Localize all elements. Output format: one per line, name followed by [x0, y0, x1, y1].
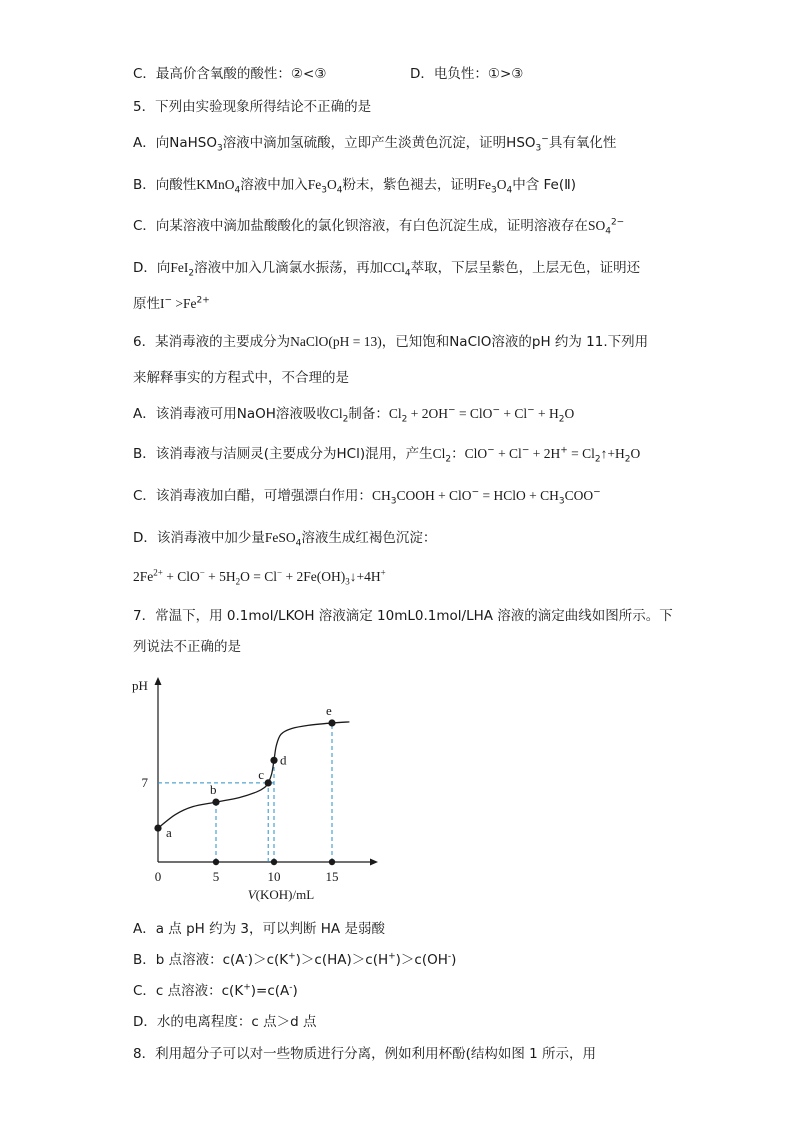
sup: + — [388, 951, 396, 962]
text: C．该消毒液加白醋，可增强漂白作用： — [133, 488, 372, 504]
formula: CCl — [383, 260, 405, 275]
sub: 3 — [535, 143, 542, 154]
formula: + H — [534, 406, 559, 421]
sup: − — [277, 567, 283, 578]
sup: + — [560, 445, 568, 456]
formula: O — [630, 446, 641, 461]
sub: 4 — [295, 538, 302, 549]
sub: 3 — [390, 496, 397, 507]
formula: Cl — [388, 406, 402, 421]
text: A．向NaHSO — [133, 135, 217, 151]
sup: + — [243, 982, 251, 993]
sup: − — [593, 487, 601, 498]
formula: = ClO — [455, 406, 493, 421]
sub: 3 — [216, 143, 223, 154]
sup: − — [492, 405, 500, 416]
text: )＞c(OH — [395, 952, 448, 968]
text: A．该消毒液可用NaOH溶液吸收 — [133, 406, 330, 422]
text: )＞c(HA)＞c(H — [295, 952, 389, 968]
formula: Cl — [329, 406, 343, 421]
data-point-a — [154, 825, 161, 832]
formula: NaClO(pH = 13) — [290, 334, 382, 349]
text: )＞c(K — [247, 952, 289, 968]
text: ) — [451, 952, 457, 968]
point-label-b: b — [210, 782, 217, 798]
y-tick-label: 7 — [141, 774, 148, 790]
formula: Fe — [307, 177, 322, 192]
formula: + 2H — [529, 446, 561, 461]
sup: − — [541, 134, 549, 145]
sup: - — [447, 951, 452, 962]
titration-curve-chart — [130, 670, 400, 905]
formula: CH — [371, 488, 391, 503]
sup: - — [289, 982, 293, 993]
x-axis-label: V(KOH)/mL — [247, 887, 315, 902]
x-tick-dot — [271, 859, 277, 865]
formula: SO — [587, 218, 606, 233]
formula: = Cl — [567, 446, 595, 461]
sup: − — [448, 405, 456, 416]
sub: 4 — [506, 185, 513, 196]
formula: ↓+4H — [349, 569, 381, 584]
data-point-e — [328, 719, 335, 726]
point-label-c: c — [258, 766, 264, 782]
titration-curve — [158, 722, 349, 828]
formula: + 5H — [204, 569, 236, 584]
sup: - — [244, 951, 248, 962]
formula: Cl — [432, 446, 446, 461]
formula: ↑+H — [600, 446, 625, 461]
q7-option-c — [133, 981, 298, 1001]
formula: + 2Fe(OH) — [282, 569, 346, 584]
q7-stem-line1: 7．常温下，用 0.1mol/LKOH 溶液滴定 10mL0.1mol/LHA 溶液的滴定曲线如图所示。下 — [133, 608, 673, 624]
point-label-a: a — [166, 825, 172, 841]
sup: 2− — [610, 217, 625, 228]
q7-option-d: D．水的电离程度：c 点＞d 点 — [133, 1014, 317, 1030]
formula: ClO — [464, 446, 488, 461]
sup: 2+ — [196, 295, 210, 306]
text: D．向 — [133, 260, 171, 276]
formula: O — [496, 177, 507, 192]
sub: 2 — [401, 414, 408, 425]
q7-option-a: A．a 点 pH 约为 3，可以判断 HA 是弱酸 — [133, 921, 385, 937]
sup: − — [527, 405, 535, 416]
q8-stem: 8．利用超分子可以对一些物质进行分离，例如利用杯酚(结构如图 1 所示，用 — [133, 1046, 597, 1062]
sup: + — [288, 951, 296, 962]
sup: − — [487, 445, 495, 456]
sup: − — [521, 445, 530, 456]
text: 具有氧化性 — [548, 135, 617, 151]
sub: 2 — [235, 576, 241, 587]
sub: 2 — [624, 454, 631, 465]
sub: 2 — [558, 414, 565, 425]
formula: + Cl — [494, 446, 522, 461]
sup: − — [164, 295, 173, 306]
formula: COO — [564, 488, 594, 503]
formula: = HClO + CH — [479, 488, 559, 503]
y-axis-arrow — [155, 677, 162, 685]
text: B．该消毒液与洁厕灵(主要成分为HCl)混用，产生 — [133, 446, 433, 462]
q5-option-d-line1 — [133, 258, 640, 278]
formula: + 2OH — [407, 406, 449, 421]
q5-option-a — [133, 133, 616, 153]
sup: − — [471, 487, 480, 498]
sub: 2 — [594, 454, 601, 465]
q5-option-c — [133, 216, 624, 236]
text: D．该消毒液中加少量 — [133, 530, 265, 546]
text: B．b 点溶液：c(A — [133, 952, 245, 968]
q6-option-a — [133, 404, 574, 424]
q6-option-b — [133, 444, 640, 464]
text: C．c 点溶液：c(K — [133, 983, 244, 999]
point-label-d: d — [280, 752, 287, 768]
sub: 4 — [605, 226, 611, 237]
q6-option-d-equation — [133, 567, 386, 587]
text: )=c(A — [250, 983, 290, 999]
q4-option-d: D．电负性：①>③ — [410, 66, 524, 82]
sub: 4 — [336, 185, 343, 196]
formula: O — [564, 406, 575, 421]
sub: 4 — [234, 185, 241, 196]
formula: >Fe — [172, 296, 197, 311]
formula: FeSO — [264, 530, 296, 545]
text: 制备： — [348, 406, 389, 422]
q6-stem-line1 — [133, 332, 648, 352]
formula: + ClO — [162, 569, 200, 584]
x-tick-label: 5 — [212, 869, 220, 884]
text: 原性 — [133, 296, 160, 312]
q5-option-d-line2 — [133, 294, 210, 314]
q4-option-c: C．最高价含氧酸的酸性：②<③ — [133, 66, 327, 82]
text: B．向酸性 — [133, 177, 197, 193]
formula: O = Cl — [240, 569, 278, 584]
sub: 2 — [445, 454, 452, 465]
text: ，已知饱和NaClO溶液的pH 约为 11.下列用 — [381, 334, 649, 350]
text: 粉末，紫色褪去，证明 — [342, 177, 478, 193]
sub: 2 — [188, 268, 195, 279]
q6-option-d-line1 — [133, 528, 436, 548]
formula: FeI — [170, 260, 189, 275]
q6-stem-line2: 来解释事实的方程式中，不合理的是 — [133, 370, 349, 386]
y-axis-label: pH — [132, 678, 148, 693]
formula: 2Fe — [133, 569, 154, 584]
sub: 3 — [345, 576, 350, 587]
text: ) — [292, 983, 298, 999]
sub: 3 — [321, 185, 327, 196]
x-tick-label: 15 — [325, 869, 339, 884]
q7-option-b — [133, 950, 456, 970]
data-point-c — [265, 779, 272, 786]
text: 溶液中滴加氢硫酸，立即产生淡黄色沉淀，证明HSO — [222, 135, 536, 151]
sup: − — [199, 567, 205, 578]
q5-stem: 5．下列由实验现象所得结论不正确的是 — [133, 99, 372, 115]
x-axis-arrow — [370, 859, 378, 866]
sub: 3 — [490, 185, 497, 196]
sub: 2 — [342, 414, 349, 425]
formula: KMnO — [196, 177, 235, 192]
x-tick-dot — [213, 859, 219, 865]
text: 溶液生成红褐色沉淀： — [301, 530, 437, 546]
q6-option-c — [133, 486, 601, 506]
formula: O — [327, 177, 337, 192]
data-point-b — [212, 799, 219, 806]
formula: + Cl — [499, 406, 528, 421]
text: ： — [451, 446, 465, 462]
q5-option-b — [133, 175, 576, 195]
sub: 4 — [404, 268, 411, 279]
titration-curve-svg — [130, 670, 400, 905]
q7-stem-line2: 列说法不正确的是 — [133, 639, 241, 655]
formula: COOH + ClO — [396, 488, 472, 503]
text: 溶液中加入几滴氯水振荡，再加 — [194, 260, 384, 276]
formula: I — [160, 296, 165, 311]
text: 萃取，下层呈紫色，上层无色，证明还 — [410, 260, 641, 276]
x-tick-label: 0 — [154, 869, 162, 884]
sup: + — [380, 567, 386, 578]
x-tick-label: 10 — [267, 869, 281, 884]
point-label-e: e — [326, 703, 332, 719]
data-point-d — [270, 757, 277, 764]
x-tick-dot — [329, 859, 335, 865]
text: 溶液中加入 — [240, 177, 308, 193]
formula: Fe — [477, 177, 491, 192]
sub: 3 — [558, 496, 565, 507]
sup: 2+ — [153, 567, 163, 578]
text: C．向某溶液中滴加盐酸酸化的氯化钡溶液，有白色沉淀生成，证明溶液存在 — [133, 218, 588, 234]
text: 中含 Fe(Ⅱ) — [512, 177, 577, 193]
text: 6．某消毒液的主要成分为 — [133, 334, 291, 350]
